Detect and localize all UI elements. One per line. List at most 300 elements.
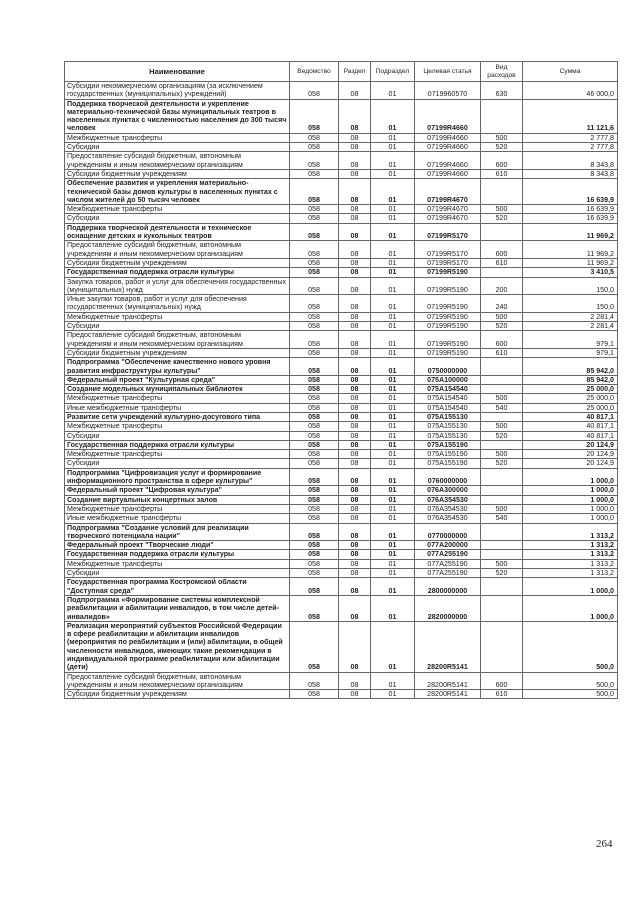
cell-name: Предоставление субсидий бюджетным, автономным учреждениям и иным некоммерческим организациям <box>65 241 290 259</box>
table-row <box>65 422 618 431</box>
cell-sum: 3 410,5 <box>523 268 618 277</box>
cell-section: 08 <box>339 514 371 523</box>
cell-expense: 600 <box>481 241 523 259</box>
table-row <box>65 205 618 214</box>
cell-name: Межбюджетные трансферты <box>65 133 290 142</box>
cell-target: 07199R4670 <box>415 214 481 223</box>
cell-section: 08 <box>339 412 371 421</box>
cell-name: Субсидии <box>65 459 290 468</box>
table-body <box>65 82 618 699</box>
cell-sum: 1 313,2 <box>523 523 618 541</box>
cell-sum: 8 343,8 <box>523 169 618 178</box>
cell-target: 075A155190 <box>415 440 481 449</box>
cell-expense <box>481 268 523 277</box>
cell-expense: 520 <box>481 431 523 440</box>
cell-subsection: 01 <box>371 375 415 384</box>
cell-sum: 16 639,9 <box>523 205 618 214</box>
cell-target: 07199R5190 <box>415 312 481 321</box>
cell-dept: 058 <box>290 422 339 431</box>
cell-section: 08 <box>339 295 371 313</box>
cell-subsection: 01 <box>371 312 415 321</box>
cell-subsection: 01 <box>371 412 415 421</box>
cell-subsection: 01 <box>371 133 415 142</box>
cell-sum: 150,0 <box>523 295 618 313</box>
cell-sum: 20 124,9 <box>523 450 618 459</box>
cell-dept: 058 <box>290 514 339 523</box>
cell-dept: 058 <box>290 486 339 495</box>
cell-section: 08 <box>339 205 371 214</box>
cell-section: 08 <box>339 241 371 259</box>
table-row <box>65 277 618 295</box>
cell-target: 075A155190 <box>415 459 481 468</box>
cell-subsection: 01 <box>371 690 415 699</box>
cell-subsection: 01 <box>371 143 415 152</box>
table-row <box>65 412 618 421</box>
cell-expense <box>481 99 523 133</box>
cell-expense: 600 <box>481 152 523 170</box>
table-row <box>65 440 618 449</box>
table-row <box>65 559 618 568</box>
cell-dept: 058 <box>290 312 339 321</box>
table-row <box>65 348 618 357</box>
cell-dept: 058 <box>290 690 339 699</box>
cell-expense <box>481 578 523 596</box>
cell-section: 08 <box>339 595 371 621</box>
cell-subsection: 01 <box>371 621 415 672</box>
cell-dept: 058 <box>290 672 339 690</box>
cell-dept: 058 <box>290 559 339 568</box>
cell-dept: 058 <box>290 99 339 133</box>
cell-expense <box>481 440 523 449</box>
table-row <box>65 550 618 559</box>
cell-expense: 610 <box>481 348 523 357</box>
cell-subsection: 01 <box>371 82 415 100</box>
cell-target: 07199R5190 <box>415 348 481 357</box>
cell-expense: 540 <box>481 403 523 412</box>
cell-name: Межбюджетные трансферты <box>65 422 290 431</box>
cell-section: 08 <box>339 504 371 513</box>
cell-dept: 058 <box>290 82 339 100</box>
cell-subsection: 01 <box>371 504 415 513</box>
cell-dept: 058 <box>290 223 339 241</box>
cell-section: 08 <box>339 486 371 495</box>
cell-expense <box>481 358 523 376</box>
cell-expense: 520 <box>481 569 523 578</box>
cell-expense: 500 <box>481 450 523 459</box>
cell-subsection: 01 <box>371 169 415 178</box>
cell-sum: 979,1 <box>523 331 618 349</box>
cell-sum: 46 000,0 <box>523 82 618 100</box>
cell-target: 07199R4660 <box>415 143 481 152</box>
cell-sum: 2 777,8 <box>523 133 618 142</box>
cell-subsection: 01 <box>371 431 415 440</box>
cell-expense <box>481 412 523 421</box>
cell-expense: 630 <box>481 82 523 100</box>
cell-name: Субсидии бюджетным учреждениям <box>65 348 290 357</box>
cell-sum: 11 969,2 <box>523 258 618 267</box>
cell-expense: 500 <box>481 205 523 214</box>
cell-sum: 1 313,2 <box>523 550 618 559</box>
cell-dept: 058 <box>290 143 339 152</box>
cell-dept: 058 <box>290 214 339 223</box>
cell-section: 08 <box>339 523 371 541</box>
cell-section: 08 <box>339 82 371 100</box>
table-row <box>65 322 618 331</box>
cell-subsection: 01 <box>371 277 415 295</box>
cell-dept: 058 <box>290 459 339 468</box>
cell-dept: 058 <box>290 268 339 277</box>
cell-expense <box>481 550 523 559</box>
cell-name: Государственная поддержка отрасли культуры <box>65 440 290 449</box>
table-row <box>65 99 618 133</box>
table-row <box>65 394 618 403</box>
table-row <box>65 331 618 349</box>
table-row <box>65 143 618 152</box>
cell-expense <box>481 486 523 495</box>
cell-dept: 058 <box>290 169 339 178</box>
cell-name: Развитие сети учреждений культурно-досугового типа <box>65 412 290 421</box>
cell-section: 08 <box>339 331 371 349</box>
cell-sum: 85 942,0 <box>523 358 618 376</box>
cell-subsection: 01 <box>371 569 415 578</box>
cell-section: 08 <box>339 385 371 394</box>
cell-name: Субсидии <box>65 322 290 331</box>
cell-name: Поддержка творческой деятельности и укрепление материально-технической базы муниципальных театров в населенных пунктах с численностью населения до 300 тысяч человек <box>65 99 290 133</box>
cell-target: 07199R4670 <box>415 179 481 205</box>
cell-subsection: 01 <box>371 459 415 468</box>
cell-sum: 1 000,0 <box>523 468 618 486</box>
cell-target: 075A154540 <box>415 385 481 394</box>
cell-expense: 500 <box>481 133 523 142</box>
cell-expense <box>481 468 523 486</box>
table-row <box>65 133 618 142</box>
cell-expense <box>481 595 523 621</box>
cell-section: 08 <box>339 403 371 412</box>
table-row <box>65 690 618 699</box>
cell-section: 08 <box>339 690 371 699</box>
cell-subsection: 01 <box>371 523 415 541</box>
header-expense: Вид расходов <box>481 62 523 82</box>
cell-sum: 2 281,4 <box>523 312 618 321</box>
cell-subsection: 01 <box>371 578 415 596</box>
cell-subsection: 01 <box>371 495 415 504</box>
cell-section: 08 <box>339 312 371 321</box>
table-row <box>65 504 618 513</box>
cell-name: Межбюджетные трансферты <box>65 559 290 568</box>
cell-expense <box>481 495 523 504</box>
cell-dept: 058 <box>290 450 339 459</box>
cell-subsection: 01 <box>371 258 415 267</box>
cell-target: 28200R5141 <box>415 621 481 672</box>
cell-subsection: 01 <box>371 422 415 431</box>
cell-subsection: 01 <box>371 550 415 559</box>
cell-dept: 058 <box>290 412 339 421</box>
cell-sum: 1 000,0 <box>523 514 618 523</box>
cell-name: Субсидии бюджетным учреждениям <box>65 258 290 267</box>
cell-section: 08 <box>339 422 371 431</box>
cell-name: Субсидии <box>65 431 290 440</box>
cell-name: Подпрограмма "Обеспечение качественно нового уровня развития инфраструктуры культуры" <box>65 358 290 376</box>
cell-dept: 058 <box>290 569 339 578</box>
table-row <box>65 468 618 486</box>
cell-expense: 610 <box>481 258 523 267</box>
cell-section: 08 <box>339 169 371 178</box>
table-row <box>65 431 618 440</box>
cell-name: Предоставление субсидий бюджетным, автономным учреждениям и иным некоммерческим организациям <box>65 331 290 349</box>
cell-target: 07199R5170 <box>415 258 481 267</box>
cell-dept: 058 <box>290 277 339 295</box>
cell-name: Субсидии <box>65 569 290 578</box>
table-row <box>65 495 618 504</box>
cell-target: 07199R4660 <box>415 133 481 142</box>
cell-section: 08 <box>339 223 371 241</box>
cell-name: Субсидии некоммерческим организациям (за исключением государственных (муниципальных) учреждений) <box>65 82 290 100</box>
cell-sum: 11 969,2 <box>523 241 618 259</box>
table-row <box>65 459 618 468</box>
cell-section: 08 <box>339 578 371 596</box>
cell-dept: 058 <box>290 440 339 449</box>
cell-target: 2800000000 <box>415 578 481 596</box>
cell-subsection: 01 <box>371 322 415 331</box>
cell-sum: 8 343,8 <box>523 152 618 170</box>
cell-name: Обеспечение развития и укрепления материально-технической базы домов культуры в населенных пунктах с числом жителей до 50 тысяч человек <box>65 179 290 205</box>
cell-dept: 058 <box>290 133 339 142</box>
cell-subsection: 01 <box>371 541 415 550</box>
cell-subsection: 01 <box>371 99 415 133</box>
cell-expense: 500 <box>481 312 523 321</box>
cell-name: Создание виртуальных концертных залов <box>65 495 290 504</box>
cell-name: Федеральный проект "Культурная среда" <box>65 375 290 384</box>
cell-dept: 058 <box>290 258 339 267</box>
header-section: Раздел <box>339 62 371 82</box>
cell-name: Межбюджетные трансферты <box>65 394 290 403</box>
table-row <box>65 223 618 241</box>
table-row <box>65 541 618 550</box>
cell-name: Подпрограмма "Создание условий для реализации творческого потенциала нации" <box>65 523 290 541</box>
table-row <box>65 152 618 170</box>
cell-expense: 200 <box>481 277 523 295</box>
cell-name: Государственная поддержка отрасли культуры <box>65 268 290 277</box>
table-row <box>65 358 618 376</box>
cell-dept: 058 <box>290 504 339 513</box>
cell-target: 075A155130 <box>415 422 481 431</box>
cell-section: 08 <box>339 268 371 277</box>
cell-target: 0770000000 <box>415 523 481 541</box>
cell-expense: 520 <box>481 322 523 331</box>
cell-sum: 150,0 <box>523 277 618 295</box>
cell-sum: 1 000,0 <box>523 578 618 596</box>
cell-subsection: 01 <box>371 241 415 259</box>
cell-target: 0760000000 <box>415 468 481 486</box>
cell-section: 08 <box>339 394 371 403</box>
cell-target: 07199R5190 <box>415 295 481 313</box>
cell-section: 08 <box>339 358 371 376</box>
cell-target: 07199R4660 <box>415 152 481 170</box>
cell-name: Субсидии бюджетным учреждениям <box>65 169 290 178</box>
cell-section: 08 <box>339 322 371 331</box>
table-row <box>65 403 618 412</box>
cell-section: 08 <box>339 179 371 205</box>
cell-sum: 1 000,0 <box>523 595 618 621</box>
table-row <box>65 295 618 313</box>
cell-target: 28200R5141 <box>415 690 481 699</box>
cell-subsection: 01 <box>371 468 415 486</box>
cell-target: 075A155130 <box>415 431 481 440</box>
cell-target: 2820000000 <box>415 595 481 621</box>
cell-name: Подпрограмма "Цифровизация услуг и формирование информационного пространства в сфере культуры" <box>65 468 290 486</box>
cell-section: 08 <box>339 99 371 133</box>
cell-expense <box>481 541 523 550</box>
cell-name: Предоставление субсидий бюджетным, автономным учреждениям и иным некоммерческим организациям <box>65 152 290 170</box>
cell-sum: 16 639,9 <box>523 214 618 223</box>
cell-dept: 058 <box>290 358 339 376</box>
cell-expense <box>481 523 523 541</box>
header-name: Наименование <box>65 62 290 82</box>
cell-section: 08 <box>339 672 371 690</box>
cell-name: Подпрограмма «Формирование системы комплексной реабилитации и абилитации инвалидов, в том числе детей-инвалидов» <box>65 595 290 621</box>
cell-sum: 25 000,0 <box>523 385 618 394</box>
cell-subsection: 01 <box>371 179 415 205</box>
cell-dept: 058 <box>290 385 339 394</box>
cell-dept: 058 <box>290 523 339 541</box>
cell-sum: 1 000,0 <box>523 495 618 504</box>
cell-sum: 40 817,1 <box>523 431 618 440</box>
cell-target: 076A300000 <box>415 486 481 495</box>
cell-subsection: 01 <box>371 295 415 313</box>
cell-target: 07199R4660 <box>415 169 481 178</box>
table-row <box>65 179 618 205</box>
cell-expense: 520 <box>481 459 523 468</box>
cell-name: Поддержка творческой деятельности и техническое оснащение детских и кукольных театров <box>65 223 290 241</box>
cell-section: 08 <box>339 621 371 672</box>
table-row <box>65 578 618 596</box>
cell-name: Субсидии бюджетным учреждениям <box>65 690 290 699</box>
cell-target: 28200R5141 <box>415 672 481 690</box>
cell-sum: 2 281,4 <box>523 322 618 331</box>
table-row <box>65 258 618 267</box>
cell-section: 08 <box>339 468 371 486</box>
cell-expense: 540 <box>481 514 523 523</box>
cell-target: 07199R5190 <box>415 331 481 349</box>
cell-expense: 600 <box>481 331 523 349</box>
cell-subsection: 01 <box>371 440 415 449</box>
cell-expense <box>481 375 523 384</box>
cell-subsection: 01 <box>371 331 415 349</box>
cell-expense: 500 <box>481 504 523 513</box>
cell-sum: 1 313,2 <box>523 569 618 578</box>
table-row <box>65 569 618 578</box>
cell-section: 08 <box>339 541 371 550</box>
cell-sum: 1 313,2 <box>523 559 618 568</box>
cell-sum: 500,0 <box>523 690 618 699</box>
cell-section: 08 <box>339 495 371 504</box>
cell-expense <box>481 179 523 205</box>
cell-dept: 058 <box>290 431 339 440</box>
table-row <box>65 82 618 100</box>
cell-name: Закупка товаров, работ и услуг для обеспечения государственных (муниципальных) нужд <box>65 277 290 295</box>
cell-target: 07199R5170 <box>415 241 481 259</box>
cell-section: 08 <box>339 348 371 357</box>
cell-section: 08 <box>339 431 371 440</box>
cell-subsection: 01 <box>371 348 415 357</box>
cell-target: 07199R5170 <box>415 223 481 241</box>
cell-name: Федеральный проект "Творческие люди" <box>65 541 290 550</box>
cell-target: 07199R5190 <box>415 322 481 331</box>
cell-dept: 058 <box>290 205 339 214</box>
cell-name: Межбюджетные трансферты <box>65 205 290 214</box>
cell-section: 08 <box>339 569 371 578</box>
cell-section: 08 <box>339 152 371 170</box>
cell-sum: 20 124,9 <box>523 440 618 449</box>
budget-table <box>64 61 618 699</box>
cell-section: 08 <box>339 258 371 267</box>
cell-section: 08 <box>339 143 371 152</box>
cell-dept: 058 <box>290 152 339 170</box>
header-target: Целевая статья <box>415 62 481 82</box>
cell-target: 075A155130 <box>415 412 481 421</box>
cell-name: Межбюджетные трансферты <box>65 504 290 513</box>
cell-sum: 16 639,9 <box>523 179 618 205</box>
cell-target: 07199R5190 <box>415 268 481 277</box>
cell-section: 08 <box>339 459 371 468</box>
cell-dept: 058 <box>290 331 339 349</box>
cell-subsection: 01 <box>371 214 415 223</box>
cell-target: 076A354530 <box>415 495 481 504</box>
cell-expense <box>481 621 523 672</box>
page-number: 264 <box>596 838 613 850</box>
table-row <box>65 523 618 541</box>
cell-dept: 058 <box>290 495 339 504</box>
cell-name: Межбюджетные трансферты <box>65 312 290 321</box>
cell-expense: 600 <box>481 672 523 690</box>
cell-subsection: 01 <box>371 595 415 621</box>
table-row <box>65 450 618 459</box>
cell-sum: 40 817,1 <box>523 412 618 421</box>
cell-dept: 058 <box>290 541 339 550</box>
cell-sum: 2 777,8 <box>523 143 618 152</box>
cell-target: 07199R4670 <box>415 205 481 214</box>
cell-expense: 610 <box>481 169 523 178</box>
cell-name: Иные закупки товаров, работ и услуг для обеспечения государственных (муниципальных) нужд <box>65 295 290 313</box>
cell-dept: 058 <box>290 295 339 313</box>
header-subsection: Подраздел <box>371 62 415 82</box>
cell-dept: 058 <box>290 468 339 486</box>
cell-subsection: 01 <box>371 385 415 394</box>
cell-sum: 500,0 <box>523 621 618 672</box>
table-row <box>65 169 618 178</box>
cell-sum: 85 942,0 <box>523 375 618 384</box>
cell-name: Предоставление субсидий бюджетным, автономным учреждениям и иным некоммерческим организациям <box>65 672 290 690</box>
cell-section: 08 <box>339 375 371 384</box>
cell-sum: 11 969,2 <box>523 223 618 241</box>
cell-target: 075A100000 <box>415 375 481 384</box>
cell-target: 075A155190 <box>415 450 481 459</box>
cell-target: 077A255190 <box>415 550 481 559</box>
cell-section: 08 <box>339 277 371 295</box>
cell-target: 076A354530 <box>415 514 481 523</box>
cell-subsection: 01 <box>371 205 415 214</box>
table-row <box>65 385 618 394</box>
cell-subsection: 01 <box>371 403 415 412</box>
cell-section: 08 <box>339 559 371 568</box>
cell-dept: 058 <box>290 595 339 621</box>
header-dept: Ведомство <box>290 62 339 82</box>
cell-target: 075A154540 <box>415 394 481 403</box>
cell-subsection: 01 <box>371 268 415 277</box>
cell-name: Межбюджетные трансферты <box>65 450 290 459</box>
cell-section: 08 <box>339 214 371 223</box>
cell-name: Государственная поддержка отрасли культуры <box>65 550 290 559</box>
